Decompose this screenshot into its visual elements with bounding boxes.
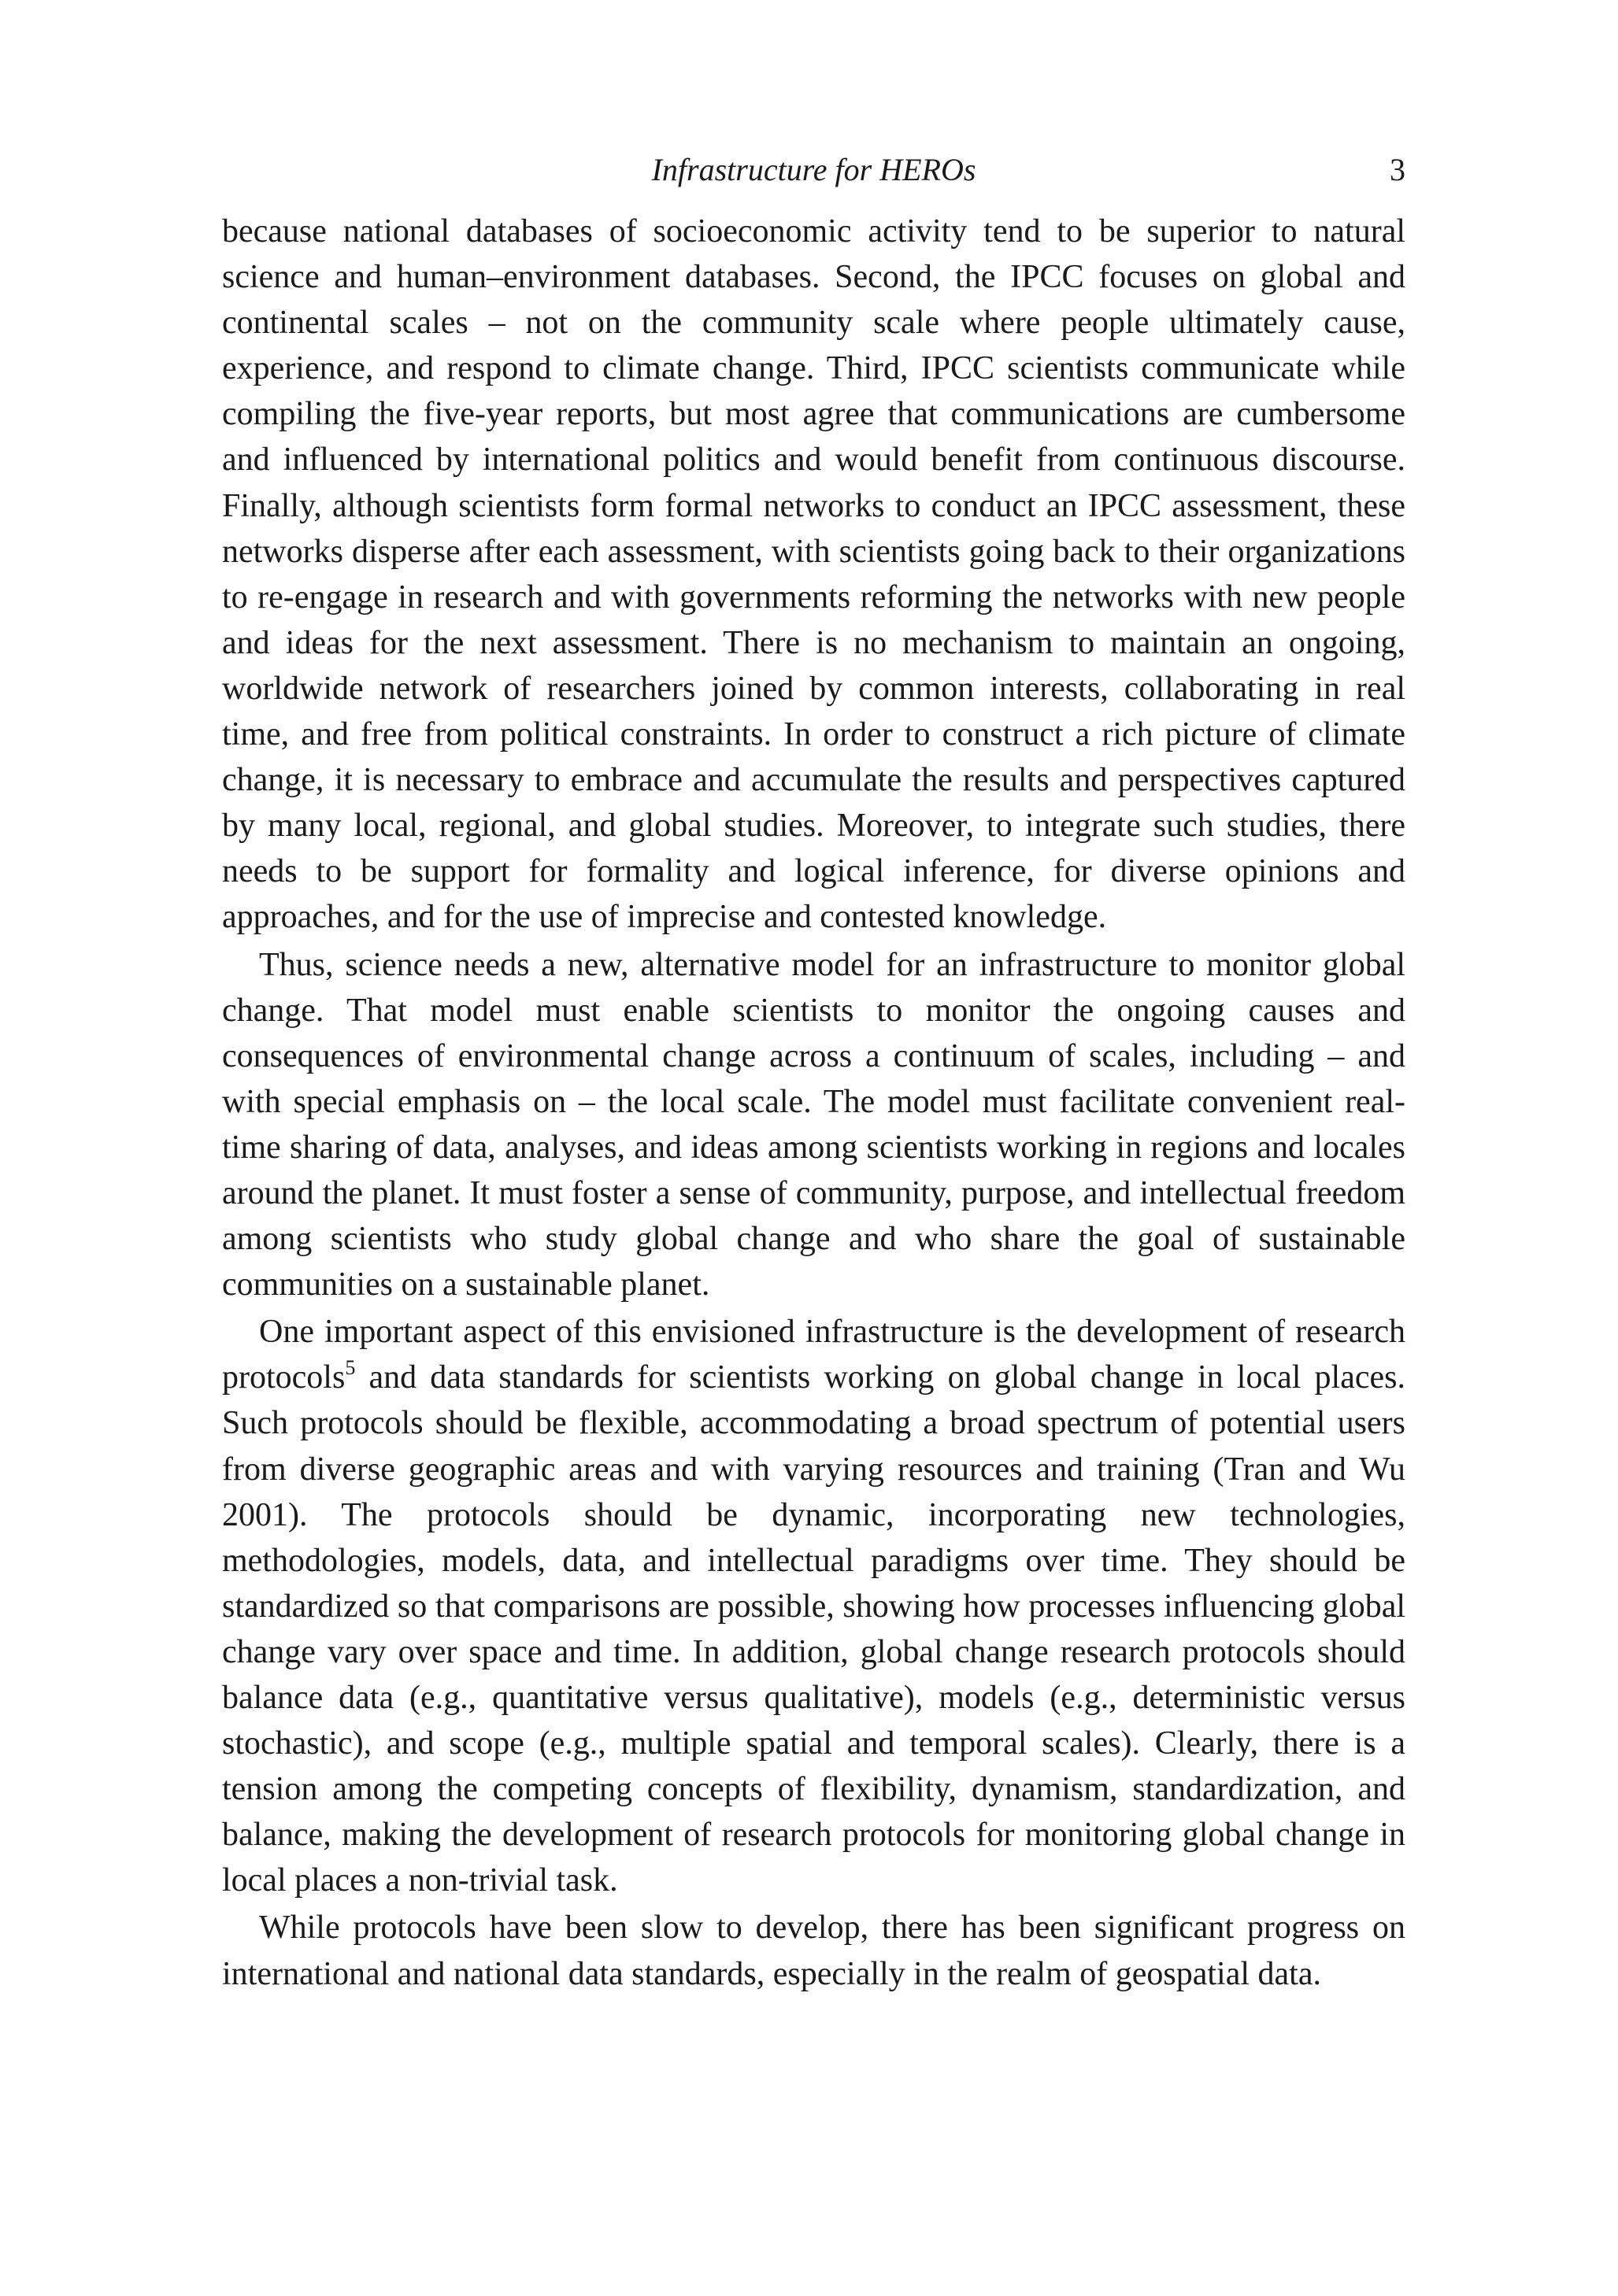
paragraph-text-before-note: One important aspect of this envisioned infrastructure is the development of research protocols xyxy=(222,1314,1405,1396)
footnote-marker: 5 xyxy=(345,1356,356,1380)
paragraph-text-after-note: and data standards for scientists working on global change in local places. Such protocols should be flexible, accommodating a broad spectrum of potential users from diverse geographic areas and with varying resources and training (Tran and Wu 2001). The protocols should be dynamic, incorporating new technologies, methodologies, models, data, and intellectual paradigms over time. They should be standardized so that comparisons are possible, showing how processes influencing global change vary over space and time. In addition, global change research protocols should balance data (e.g., quantitative versus qualitative), models (e.g., deterministic versus stochastic), and scope (e.g., multiple spatial and temporal scales). Clearly, there is a tension among the competing concepts of flexibility, dynamism, standardization, and balance, making the development of research protocols for monitoring global change in local places a non-trivial task. xyxy=(222,1359,1405,1899)
page-header xyxy=(222,146,1405,194)
paragraph-continued: because national databases of socioeconomic activity tend to be superior to natural science and human–environment databases. Second, the IPCC focuses on global and continental scales – not on the community scale where people ultimately cause, experience, and respond to climate change. Third, IPCC scientists communicate while compiling the five-year reports, but most agree that communications are cumbersome and influenced by international politics and would benefit from continuous discourse. Finally, although scientists form formal networks to conduct an IPCC assessment, these networks disperse after each assessment, with scientists going back to their organizations to re-engage in research and with governments reforming the networks with new people and ideas for the next assessment. There is no mechanism to maintain an ongoing, worldwide network of researchers joined by common interests, collaborating in real time, and free from political constraints. In order to construct a rich picture of climate change, it is necessary to embrace and accumulate the results and perspectives captured by many local, regional, and global studies. Moreover, to integrate such studies, there needs to be support for formality and logical inference, for diverse opinions and approaches, and for the use of imprecise and contested knowledge. xyxy=(222,213,1405,936)
paragraph-research-protocols xyxy=(222,1309,1405,1903)
running-title: Infrastructure for HEROs xyxy=(651,152,976,187)
paragraph-data-standards: While protocols have been slow to develop, there has been significant progress on international and national data standards, especially in the realm of geospatial data. xyxy=(222,1910,1405,1992)
paragraph-alternative-model: Thus, science needs a new, alternative model for an infrastructure to monitor global change. That model must enable scientists to monitor the ongoing causes and consequences of environmental change across a continuum of scales, including – and with special emphasis on – the local scale. The model must facilitate convenient real-time sharing of data, analyses, and ideas among scientists working in regions and locales around the planet. It must foster a sense of community, purpose, and intellectual freedom among scientists who study global change and who share the goal of sustainable communities on a sustainable planet. xyxy=(222,946,1405,1303)
body-text xyxy=(222,209,1405,1998)
page-number: 3 xyxy=(1390,152,1405,187)
